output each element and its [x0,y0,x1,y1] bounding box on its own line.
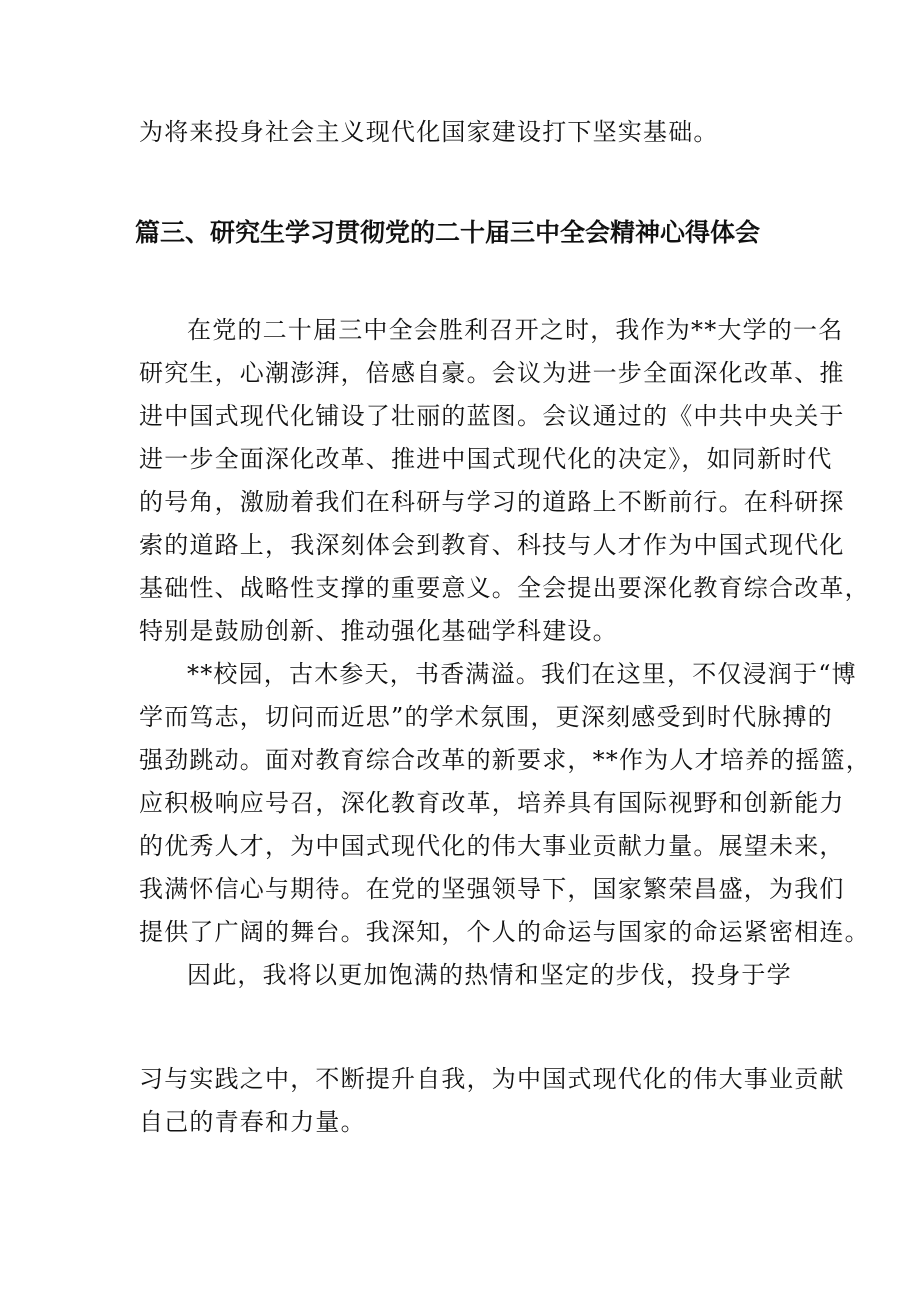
text-line: 习与实践之中，不断提升自我，为中国式现代化的伟大事业贡献 [139,1065,845,1093]
text-line: 索的道路上，我深刻体会到教育、科技与人才作为中国式现代化 [139,531,845,559]
section-heading: 篇三、研究生学习贯彻党的二十届三中全会精神心得体会 [135,218,761,247]
text-line: 在党的二十届三中全会胜利召开之时，我作为**大学的一名 [187,316,844,344]
text-line: **校园，古木参天，书香满溢。我们在这里，不仅浸润于“博 [187,660,857,688]
text-line: 研究生，心潮澎湃，倍感自豪。会议为进一步全面深化改革、推 [139,359,845,387]
text-line: 提供了广阔的舞台。我深知，个人的命运与国家的命运紧密相连。 [139,918,870,946]
text-line: 因此，我将以更加饱满的热情和坚定的步伐，投身于学 [187,961,792,989]
text-line: 为将来投身社会主义现代化国家建设打下坚实基础。 [139,118,719,146]
text-line: 强劲跳动。面对教育综合改革的新要求，**作为人才培养的摇篮， [139,746,871,774]
text-line: 学而笃志，切问而近思”的学术氛围，更深刻感受到时代脉搏的 [139,703,833,731]
text-line: 基础性、战略性支撑的重要意义。全会提出要深化教育综合改革， [139,574,870,602]
text-line: 我满怀信心与期待。在党的坚强领导下，国家繁荣昌盛，为我们 [139,875,845,903]
text-line: 特别是鼓励创新、推动强化基础学科建设。 [139,617,618,645]
text-line: 自己的青春和力量。 [139,1108,366,1136]
text-line: 应积极响应号召，深化教育改革，培养具有国际视野和创新能力 [139,789,845,817]
text-line: 进中国式现代化铺设了壮丽的蓝图。会议通过的《中共中央关于 [139,402,845,430]
text-line: 进一步全面深化改革、推进中国式现代化的决定》，如同新时代 [139,445,833,473]
text-line: 的号角，激励着我们在科研与学习的道路上不断前行。在科研探 [139,488,845,516]
text-line: 的优秀人才，为中国式现代化的伟大事业贡献力量。展望未来， [139,832,845,860]
